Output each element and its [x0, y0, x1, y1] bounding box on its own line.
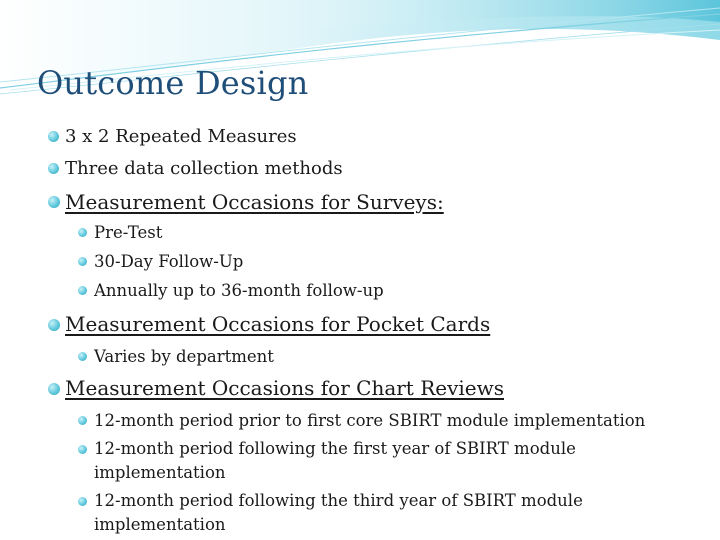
bullet-text: Annually up to 36-month follow-up	[94, 281, 384, 300]
bullet-dot-icon	[48, 163, 59, 174]
bullet-dot-icon	[48, 319, 60, 331]
bullet-text: Measurement Occasions for Chart Reviews	[65, 376, 505, 400]
bullet-text: Pre-Test	[94, 223, 163, 242]
bullet-text: Three data collection methods	[65, 158, 343, 179]
bullet-dot-icon	[48, 131, 59, 142]
bullet-dot-icon	[78, 352, 87, 361]
bullet-text: 30-Day Follow-Up	[94, 252, 244, 271]
bullet-text: Measurement Occasions for Pocket Cards	[65, 312, 491, 336]
slide-title: Outcome Design	[37, 64, 309, 102]
bullet-dot-icon	[78, 257, 87, 266]
bullet-dot-icon	[78, 286, 87, 295]
bullet-text: 3 x 2 Repeated Measures	[65, 126, 297, 147]
bullet-text: Measurement Occasions for Surveys:	[65, 190, 444, 214]
bullet-dot-icon	[78, 228, 87, 237]
bullet-dot-icon	[78, 416, 87, 425]
bullet-text: 12-month period following the first year of SBIRT module implementation	[94, 439, 576, 482]
bullet-text: Varies by department	[94, 347, 274, 366]
bullet-dot-icon	[48, 196, 60, 208]
bullet-text: 12-month period prior to first core SBIRT module implementation	[94, 411, 646, 430]
bullet-dot-icon	[78, 497, 87, 506]
bullet-dot-icon	[48, 383, 60, 395]
bullet-dot-icon	[78, 445, 87, 454]
bullet-text: 12-month period following the third year of SBIRT module implementation	[94, 491, 583, 534]
